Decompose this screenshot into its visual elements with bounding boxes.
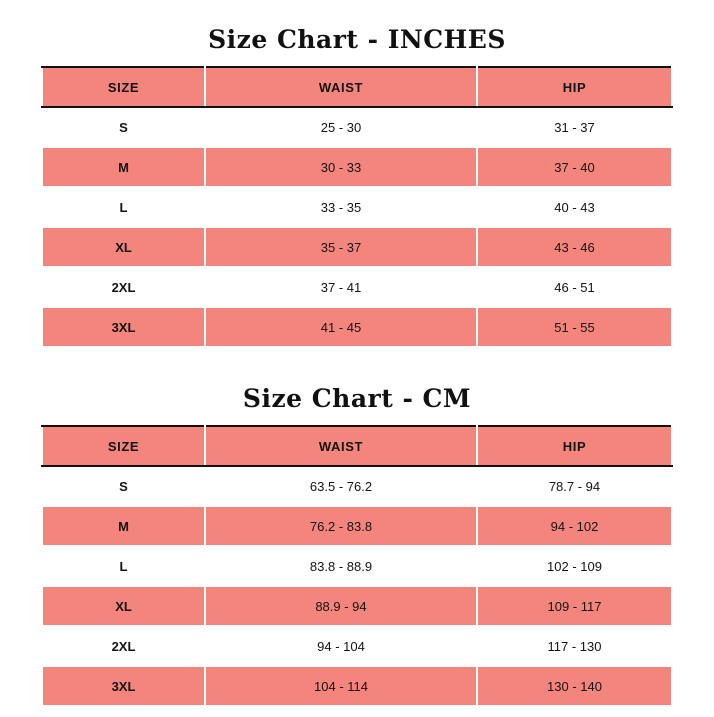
cell-hip: 102 - 109: [477, 546, 672, 586]
cell-hip: 109 - 117: [477, 586, 672, 626]
cell-size: M: [42, 147, 205, 187]
table-row: [42, 506, 672, 546]
column-header-waist: WAIST: [205, 67, 477, 107]
page-title-inches: Size Chart - INCHES: [208, 25, 506, 54]
cell-hip: 130 - 140: [477, 666, 672, 706]
cell-hip: 117 - 130: [477, 626, 672, 666]
cell-size: 3XL: [42, 307, 205, 347]
cell-size: XL: [42, 586, 205, 626]
cell-hip: 40 - 43: [477, 187, 672, 227]
column-header-size: SIZE: [42, 67, 205, 107]
cell-size: 3XL: [42, 666, 205, 706]
size-table-inches: [41, 66, 673, 348]
column-header-hip: HIP: [477, 67, 672, 107]
column-header-hip: HIP: [477, 426, 672, 466]
page-title-cm: Size Chart - CM: [242, 384, 472, 413]
cell-waist: 37 - 41: [205, 267, 477, 307]
table-row: [42, 147, 672, 187]
table-row: [42, 187, 672, 227]
table-row: [42, 666, 672, 706]
cell-hip: 46 - 51: [477, 267, 672, 307]
cell-hip: 37 - 40: [477, 147, 672, 187]
cell-waist: 30 - 33: [205, 147, 477, 187]
cell-hip: 78.7 - 94: [477, 466, 672, 506]
cell-hip: 43 - 46: [477, 227, 672, 267]
cell-waist: 33 - 35: [205, 187, 477, 227]
cell-waist: 104 - 114: [205, 666, 477, 706]
cell-waist: 94 - 104: [205, 626, 477, 666]
table-header-cm: [42, 426, 672, 466]
cell-size: L: [42, 187, 205, 227]
cell-waist: 83.8 - 88.9: [205, 546, 477, 586]
column-header-size: SIZE: [42, 426, 205, 466]
cell-waist: 41 - 45: [205, 307, 477, 347]
cell-waist: 63.5 - 76.2: [205, 466, 477, 506]
column-header-waist: WAIST: [205, 426, 477, 466]
table-row: [42, 466, 672, 506]
table-body-inches: [42, 107, 672, 347]
table-row: [42, 107, 672, 147]
table-row: [42, 546, 672, 586]
table-row: [42, 626, 672, 666]
cell-size: XL: [42, 227, 205, 267]
section-spacer: [0, 348, 714, 362]
size-chart-cm: [0, 362, 714, 707]
size-chart-inches: [0, 0, 714, 348]
table-header-row: [42, 67, 672, 107]
cell-size: 2XL: [42, 267, 205, 307]
cell-size: L: [42, 546, 205, 586]
size-table-cm: [41, 425, 673, 707]
cell-hip: 51 - 55: [477, 307, 672, 347]
cell-size: S: [42, 107, 205, 147]
cell-waist: 76.2 - 83.8: [205, 506, 477, 546]
table-row: [42, 267, 672, 307]
table-row: [42, 307, 672, 347]
table-row: [42, 227, 672, 267]
cell-waist: 25 - 30: [205, 107, 477, 147]
table-header-inches: [42, 67, 672, 107]
table-body-cm: [42, 466, 672, 706]
cell-size: M: [42, 506, 205, 546]
cell-hip: 94 - 102: [477, 506, 672, 546]
cell-size: 2XL: [42, 626, 205, 666]
cell-waist: 88.9 - 94: [205, 586, 477, 626]
cell-waist: 35 - 37: [205, 227, 477, 267]
cell-hip: 31 - 37: [477, 107, 672, 147]
cell-size: S: [42, 466, 205, 506]
table-header-row: [42, 426, 672, 466]
table-row: [42, 586, 672, 626]
